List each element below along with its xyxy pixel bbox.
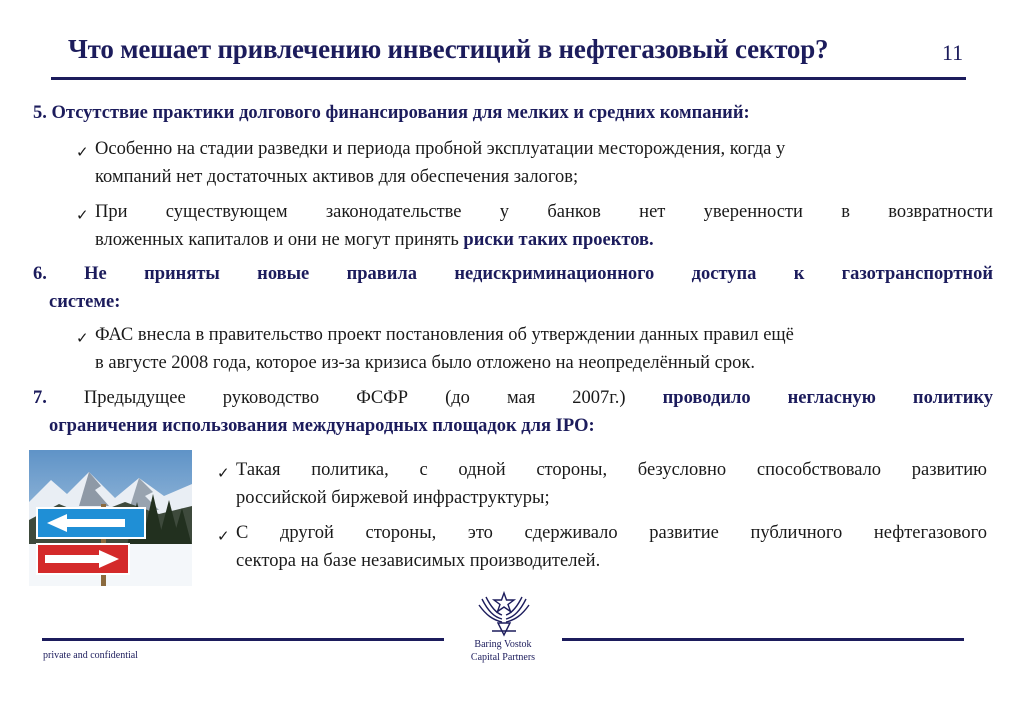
- item5-bullet2-line2: [76, 226, 993, 254]
- company-logo-text: [440, 638, 566, 664]
- item7-line1-bold: проводило негласную политику: [662, 388, 994, 408]
- eagle-crest-icon: [476, 591, 532, 637]
- item5-bullet1: [76, 135, 993, 191]
- item6-heading-line1: 6. Не приняты новые правила недискриминационного доступа к газотранспортной: [33, 264, 993, 284]
- lower-bullet2-line1: С другой стороны, это сдерживало развитие публичного нефтегазового: [236, 523, 987, 543]
- item7-line1: [33, 384, 993, 412]
- item6-heading: [33, 260, 993, 316]
- lower-bullet1: [217, 456, 987, 512]
- item7-number: 7.: [33, 388, 47, 408]
- item5-bullet2-line2-bold: риски таких проектов.: [463, 230, 654, 250]
- item6-bullet1-line2: в августе 2008 года, которое из-за кризиса было отложено на неопределённый срок.: [95, 353, 755, 373]
- footer-divider-right: [562, 638, 964, 641]
- item5-bullet2: [76, 198, 993, 254]
- lower-bullet1-line2: российской биржевой инфраструктуры;: [236, 488, 550, 508]
- page-title: Что мешает привлечению инвестиций в нефтегазовый сектор?: [68, 34, 829, 64]
- checkmark-icon: ✓: [217, 464, 230, 482]
- checkmark-icon: ✓: [217, 527, 230, 545]
- item6-bullet1: [76, 321, 993, 377]
- confidentiality-note: private and confidential: [43, 650, 138, 661]
- item7-line1-plain: Предыдущее руководство ФСФР (до мая 2007г.): [46, 388, 663, 408]
- lower-bullet1-line1: Такая политика, с одной стороны, безусловно способствовало развитию: [236, 460, 987, 480]
- item6-heading-line2: системе:: [49, 292, 121, 312]
- item7-line2: [33, 412, 993, 440]
- footer-divider-left: [42, 638, 444, 641]
- item5-bullet2-line2-plain: вложенных капиталов и они не могут принять: [95, 230, 464, 250]
- page-number: 11: [942, 40, 964, 65]
- item7: [33, 384, 993, 440]
- signpost-photo: [29, 450, 192, 586]
- item5-bullet1-line2: компаний нет достаточных активов для обеспечения залогов;: [95, 167, 579, 187]
- lower-bullet2: [217, 519, 987, 575]
- lower-bullet2-line2: сектора на базе независимых производителей.: [236, 551, 601, 571]
- item5-bullet2-line1: При существующем законодательстве у банков нет уверенности в возвратности: [95, 202, 993, 222]
- checkmark-icon: ✓: [76, 329, 89, 347]
- item7-line2-bold: ограничения использования международных площадок для IPO:: [49, 416, 595, 436]
- item5-heading: 5. Отсутствие практики долгового финансирования для мелких и средних компаний:: [33, 103, 750, 123]
- checkmark-icon: ✓: [76, 143, 89, 161]
- item5-bullet1-line1: Особенно на стадии разведки и периода пробной эксплуатации месторождения, когда у: [95, 139, 786, 159]
- title-divider: [51, 77, 966, 80]
- company-name-line1: Baring Vostok: [474, 639, 532, 650]
- item6-bullet1-line1: ФАС внесла в правительство проект постановления об утверждении данных правил ещё: [95, 325, 794, 345]
- checkmark-icon: ✓: [76, 206, 89, 224]
- company-name-line2: Capital Partners: [470, 652, 536, 663]
